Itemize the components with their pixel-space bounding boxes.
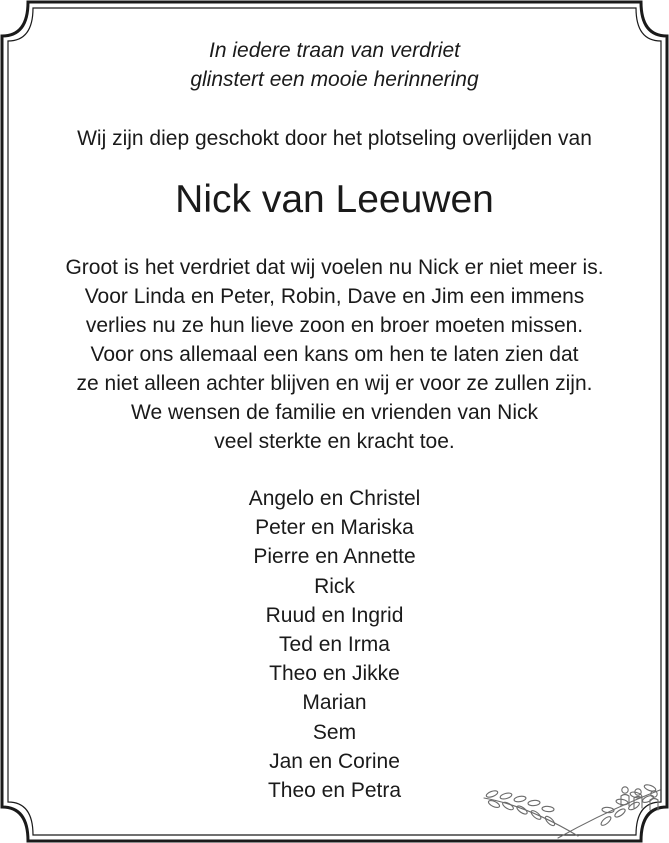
message-line: veel sterkte en kracht toe.	[214, 430, 455, 453]
signer-name: Peter en Mariska	[255, 516, 414, 540]
message-line: Groot is het verdriet dat wij voelen nu Nick er niet meer is.	[65, 256, 604, 279]
signer-name: Theo en Jikke	[269, 662, 400, 686]
signer-name: Theo en Petra	[267, 779, 402, 803]
signer-name: Jan en Corine	[269, 749, 400, 773]
deceased-name: Nick van Leeuwen	[175, 178, 494, 221]
motto	[0, 36, 669, 94]
signer-name: Ted en Irma	[279, 633, 390, 657]
signers-list	[0, 484, 669, 805]
message-line: ze niet alleen achter blijven en wij er voor ze zullen zijn.	[76, 372, 593, 395]
motto-line: glinstert een mooie herinnering	[190, 68, 479, 91]
signer-name: Pierre en Annette	[253, 545, 416, 569]
message-line: Voor ons allemaal een kans om hen te laten zien dat	[90, 343, 579, 366]
message-line: We wensen de familie en vrienden van Nick	[131, 401, 538, 424]
condolence-message	[0, 253, 669, 456]
motto-line: In iedere traan van verdriet	[209, 39, 460, 62]
signer-name: Marian	[302, 691, 367, 715]
laurel-branches-icon	[478, 784, 668, 840]
intro-text: Wij zijn diep geschokt door het plotseling overlijden van	[77, 127, 592, 150]
signer-name: Sem	[312, 720, 357, 744]
signer-name: Ruud en Ingrid	[265, 603, 404, 627]
signer-name: Angelo en Christel	[248, 487, 421, 510]
signer-name: Rick	[314, 574, 355, 598]
message-line: Voor Linda en Peter, Robin, Dave en Jim een immens	[84, 285, 585, 308]
message-line: verlies nu ze hun lieve zoon en broer moeten missen.	[85, 314, 584, 337]
